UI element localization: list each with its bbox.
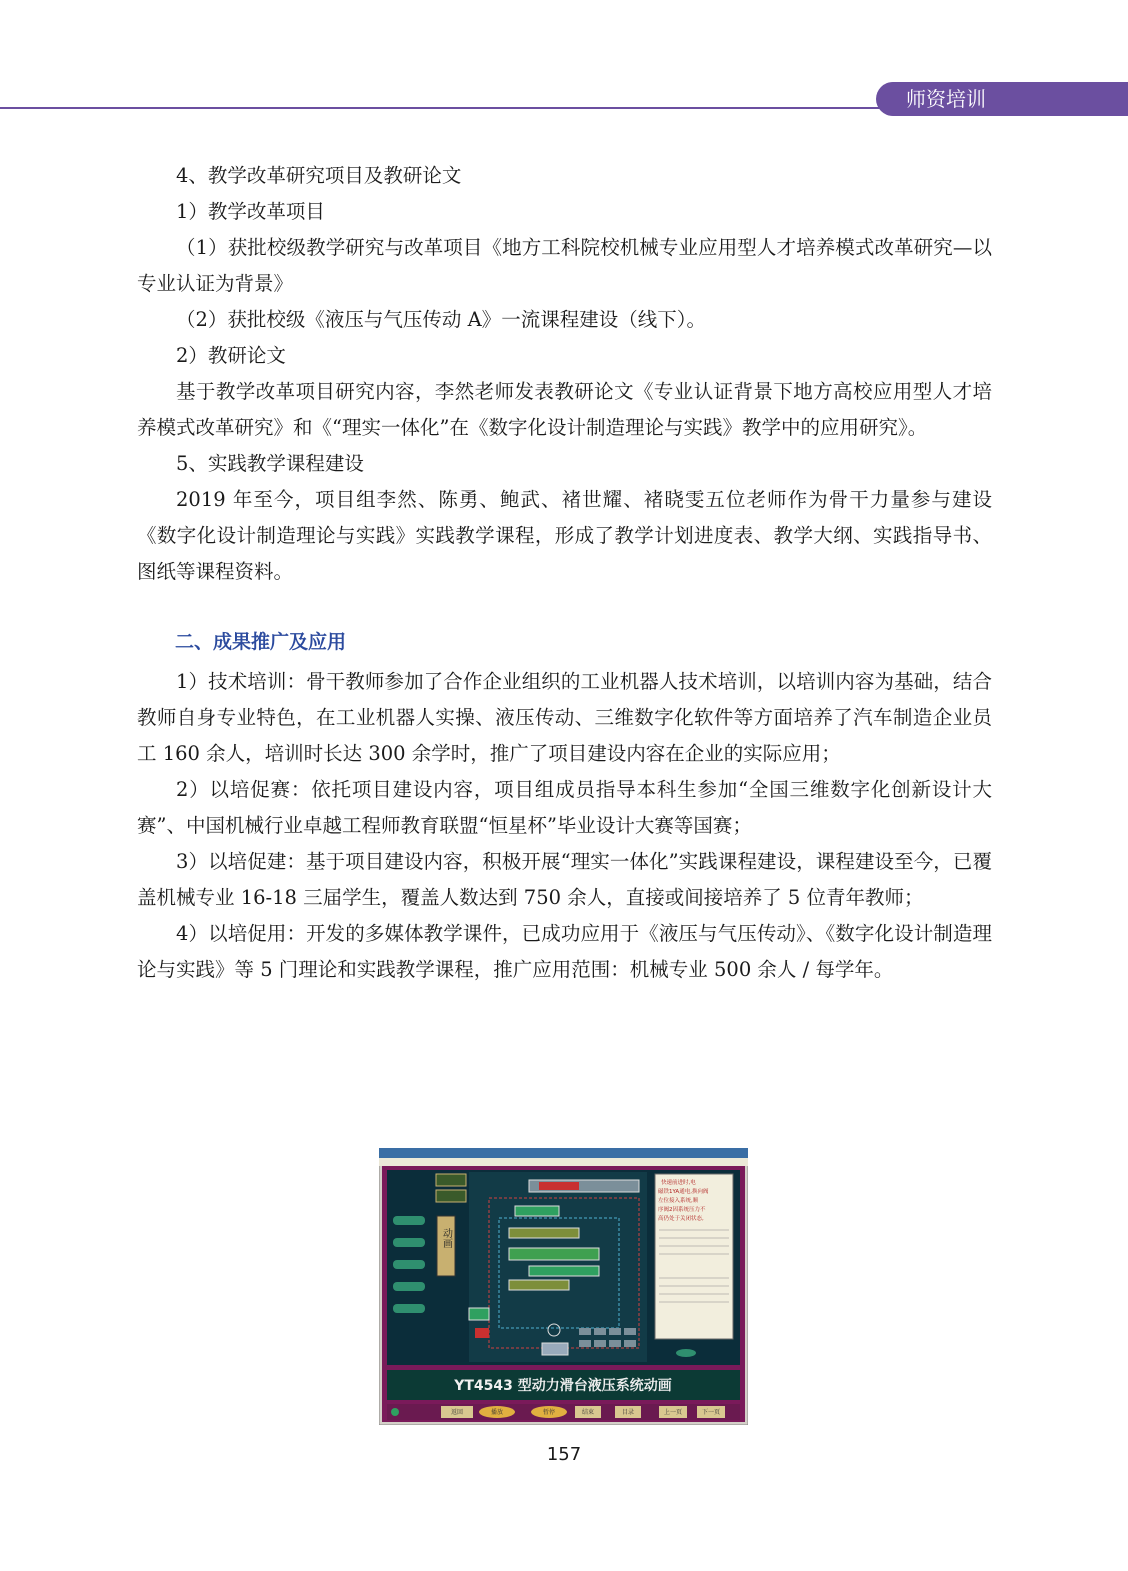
figure-banner: YT4543 型动力滑台液压系统动画 (454, 1378, 672, 1394)
paragraph: 1）教学改革项目 (176, 200, 325, 223)
figure-button: 下一页 (701, 1409, 721, 1416)
figure-info-line: 快速前进时,电 (661, 1180, 696, 1186)
paragraph: 1）技术培训：骨干教师参加了合作企业组织的工业机器人技术培训，以培训内容为基础，结合教师自身专业特色，在工业机器人实操、液压传动、三维数字化软件等方面培养了汽车制造企业员工 160 余人，培训时长达 300 余学时，推广了项目建设内容在企业的实际应用； (137, 670, 992, 765)
figure-info-line: 序阀2因系统压力不 (658, 1207, 706, 1213)
paragraph: （1）获批校级教学研究与改革项目《地方工科院校机械专业应用型人才培养模式改革研究—以专业认证为背景》 (137, 236, 992, 295)
paragraph: 2）教研论文 (176, 344, 286, 367)
figure-side-text: 动画 (440, 1228, 452, 1248)
hydraulic-animation-screenshot (379, 1148, 748, 1425)
figure-info-line: 高仍处于关闭状态, (658, 1216, 704, 1222)
paragraph: 2019 年至今，项目组李然、陈勇、鲍武、褚世耀、褚晓雯五位老师作为骨干力量参与建设《数字化设计制造理论与实践》实践教学课程，形成了教学计划进度表、教学大纲、实践指导书、图纸等课程资料。 (137, 488, 992, 583)
section-heading: 二、成果推广及应用 (175, 631, 347, 653)
page-body (137, 158, 992, 988)
page-number: 157 (546, 1444, 582, 1465)
figure-button: 目录 (621, 1409, 635, 1416)
figure-button: 上一页 (663, 1409, 683, 1416)
paragraph: 2）以培促赛：依托项目建设内容，项目组成员指导本科生参加“全国三维数字化创新设计大赛”、中国机械行业卓越工程师教育联盟“恒星杯”毕业设计大赛等国赛； (137, 778, 992, 837)
paragraph: 4、教学改革研究项目及教研论文 (176, 164, 462, 187)
paragraph: 基于教学改革项目研究内容，李然老师发表教研论文《专业认证背景下地方高校应用型人才培养模式改革研究》和《“理实一体化”在《数字化设计制造理论与实践》教学中的应用研究》。 (137, 380, 992, 439)
figure-button: 播放 (490, 1409, 504, 1416)
paragraph: 3）以培促建：基于项目建设内容，积极开展“理实一体化”实践课程建设，课程建设至今，已覆盖机械专业 16-18 三届学生，覆盖人数达到 750 余人，直接或间接培养了 5 位青年教师； (137, 850, 992, 909)
figure-info-line: 左位接入系统,顺 (658, 1198, 699, 1204)
figure-button: 返回 (450, 1409, 464, 1416)
figure-button: 结束 (581, 1409, 595, 1416)
section-tab: 师资培训 (876, 82, 1128, 116)
figure-button: 暂停 (542, 1409, 556, 1416)
paragraph: （2）获批校级《液压与气压传动 A》一流课程建设（线下）。 (176, 308, 706, 331)
paragraph: 5、实践教学课程建设 (176, 452, 364, 475)
paragraph: 4）以培促用：开发的多媒体教学课件，已成功应用于《液压与气压传动》、《数字化设计制造理论与实践》等 5 门理论和实践教学课程，推广应用范围：机械专业 500 余人 / 每学年。 (137, 922, 992, 981)
figure-info-line: 磁铁1YA通电,换向阀 (658, 1189, 709, 1195)
